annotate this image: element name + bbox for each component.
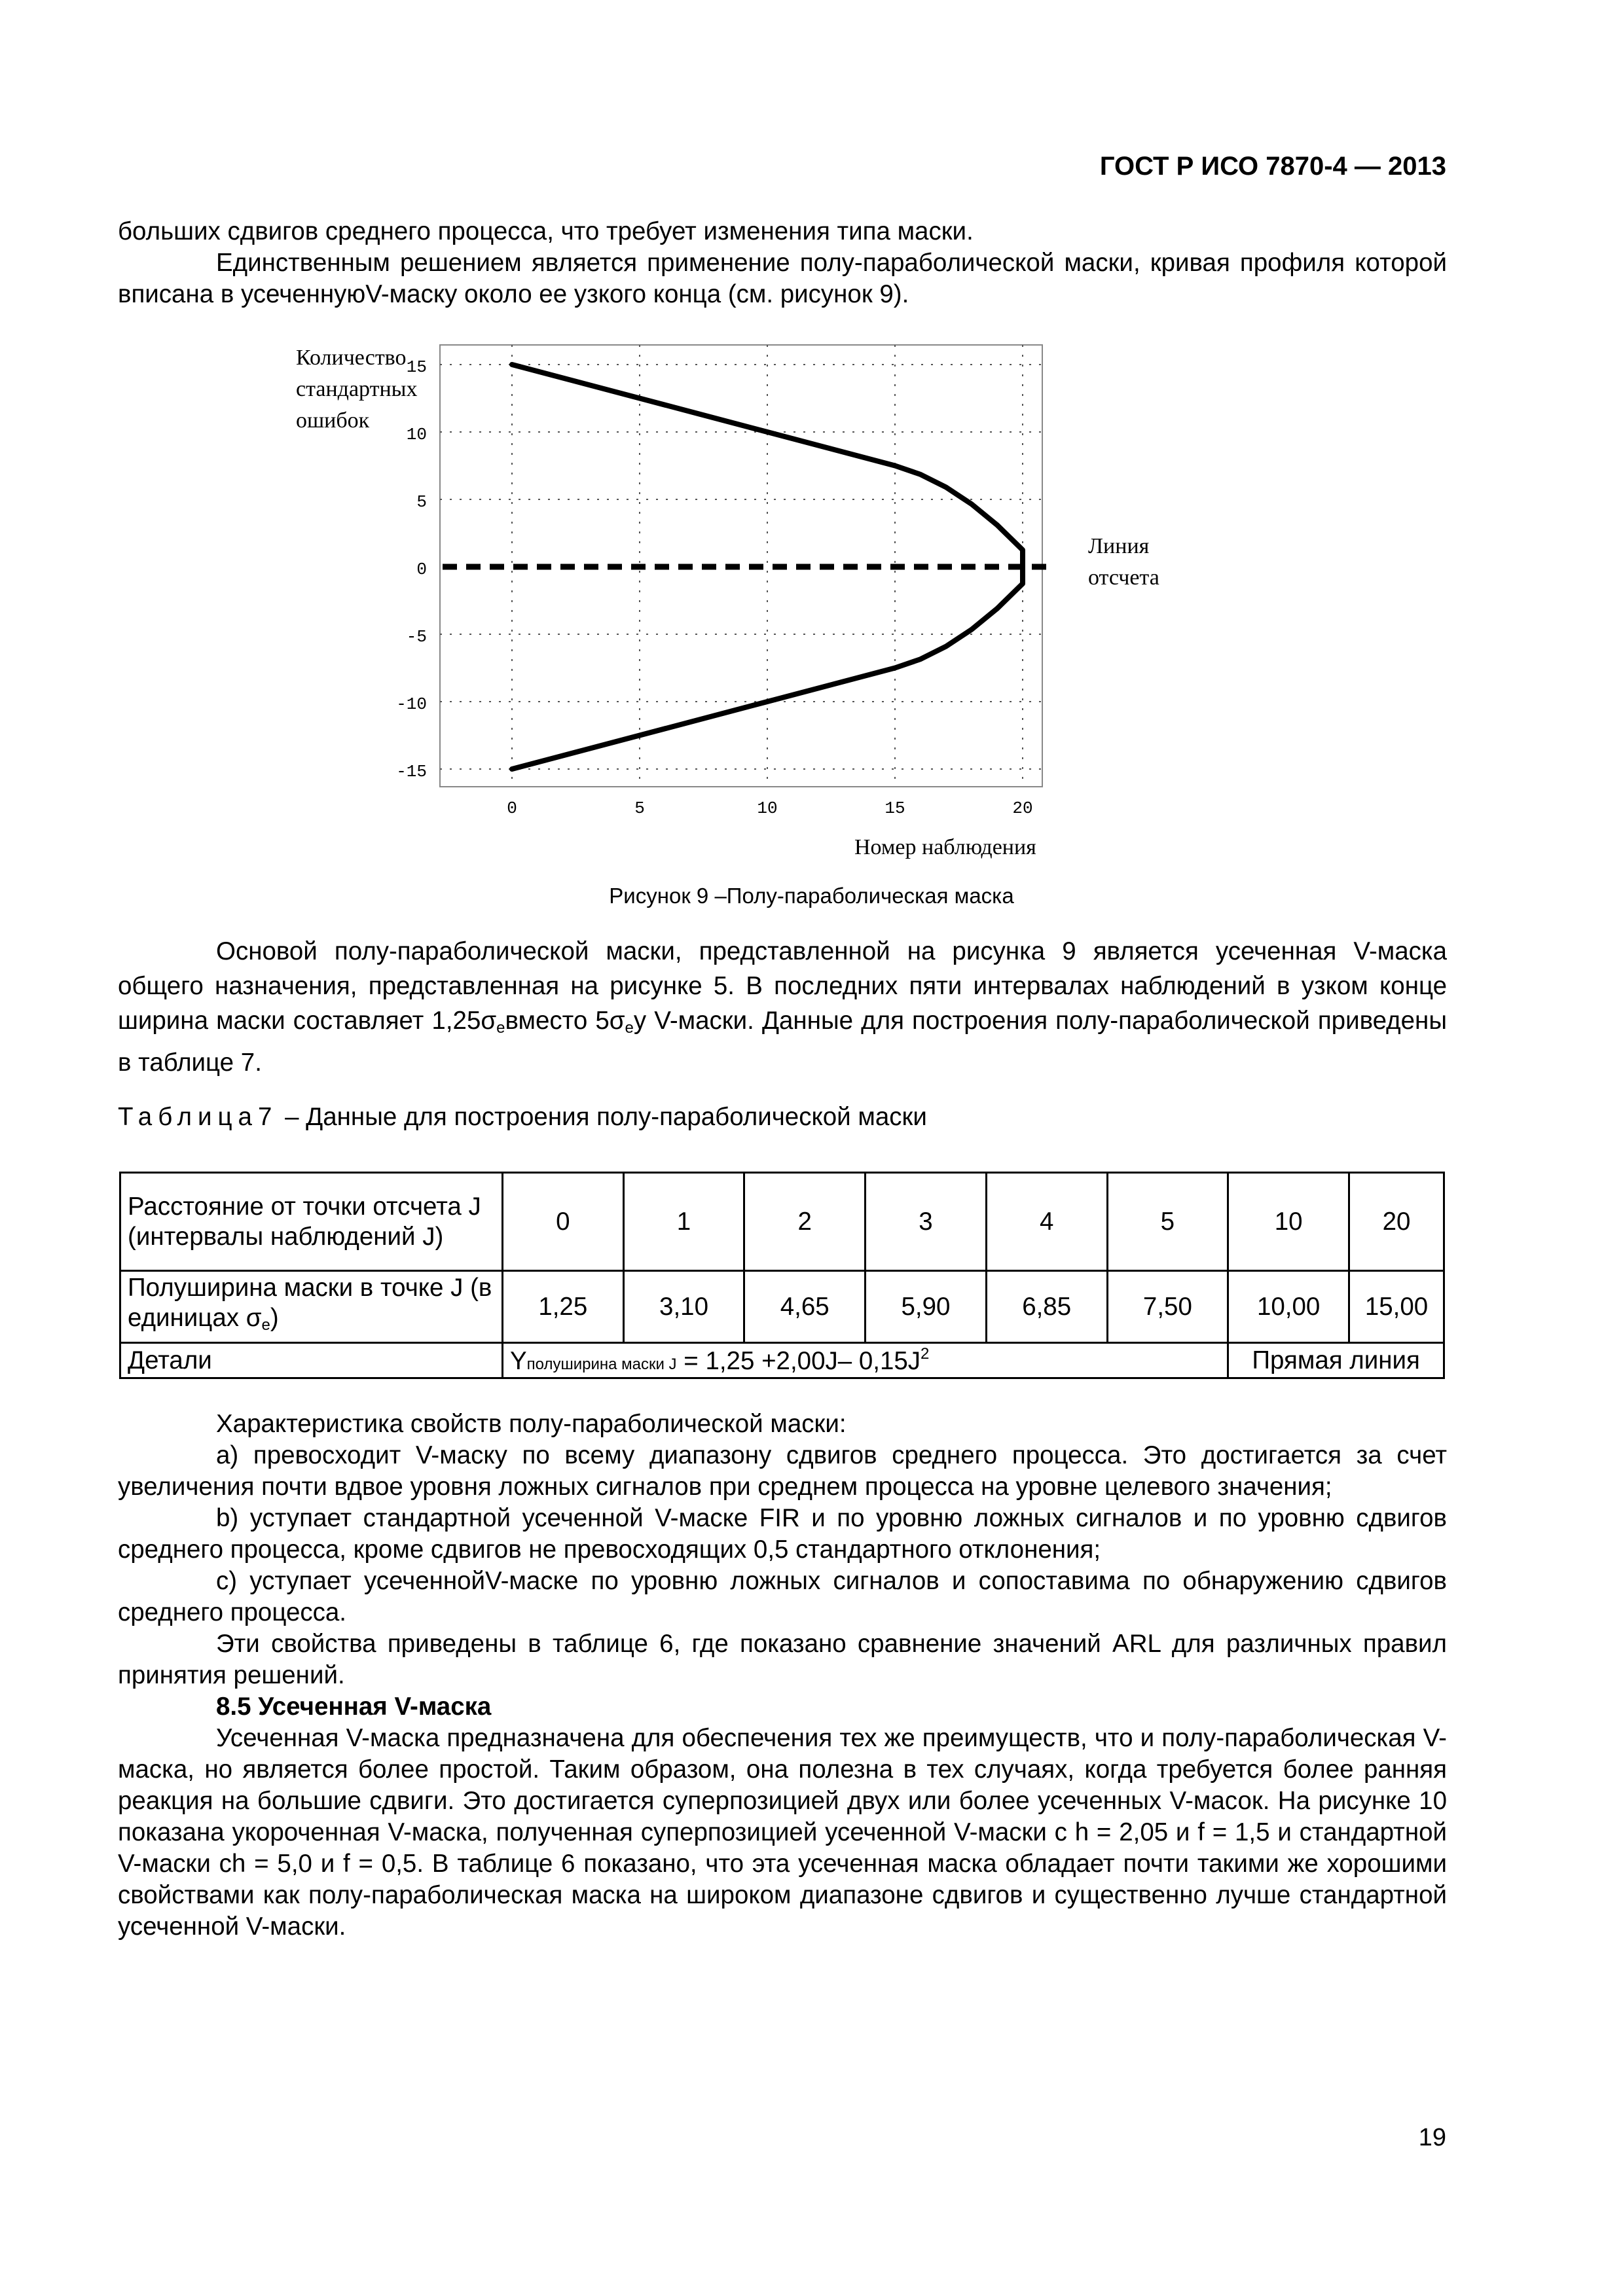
table-title-text: – Данные для построения полу-параболической маски [278,1103,927,1131]
intro-line: больших сдвигов среднего процесса, что требует изменения типа маски. [118,217,974,245]
props-intro: Характеристика свойств полу-параболической маски: [216,1410,847,1438]
row-head-halfwidth: Полуширина маски в точке J (в единицах $\sigma_e$) [120,1271,503,1343]
j-cell: 1 [623,1173,744,1271]
straight-line-cell: Прямая линия [1228,1343,1444,1378]
intro-paragraph: Единственным решением является применение полу-параболической маски, кривая профиля которой вписана в усеченнуюV-маску около ее узкого конца (см. рисунок 9). [118,249,1447,308]
j-cell: 5 [1107,1173,1228,1271]
j-cell: 0 [502,1173,623,1271]
row-head-details: Детали [120,1343,503,1378]
doc-code-header: ГОСТ Р ИСО 7870-4 — 2013 [1099,152,1446,181]
table-row-distance [120,1173,1444,1271]
section-paragraph: Усеченная V-маска предназначена для обеспечения тех же преимуществ, что и полу-параболическая V-маска, но является более простой. Таким образом, она полезна в тех случаях, когда требуется более ранняя реакция на большие сдвиги. Это достигается суперпозицией двух или более усеченных V-масок. На рисунке 10 показана укороченная V-маска, полученная суперпозицией усеченной V-маски с h = 2,05 и f = 1,5 и стандартной V-маски сh = 5,0 и f = 0,5. В таблице 6 показано, что эта усеченная маска обладает почти такими же хорошими свойствами как полу-параболическая маска на широком диапазоне сдвигов и существенно лучше стандартной усеченной V-маски. [118,1724,1447,1941]
body-paragraph-1 [118,934,1447,1080]
body1-part-b: вместо 5σ [505,1007,625,1035]
row-head-distance: Расстояние от точки отсчета J (интервалы наблюдений J) [120,1173,503,1271]
j-cell: 4 [986,1173,1107,1271]
y-axis-label-line2: стандартных [296,377,418,401]
halfwidth-cell: 6,85 [986,1271,1107,1343]
table-row-details [120,1343,1444,1378]
table-row-halfwidth [120,1271,1444,1343]
x-tick-label: 10 [757,798,778,818]
y-axis-label-line3: ошибок [296,408,370,433]
props-item-b: b) уступает стандартной усеченной V-маске FIR и по уровню ложных сигналов и по уровню сдвигов среднего процесса, кроме сдвигов не превосходящих 0,5 стандартного отклонения; [118,1504,1447,1564]
section-heading: 8.5 Усеченная V-маска [216,1693,492,1721]
reference-label-line2: отсчета [1088,565,1159,590]
halfwidth-cell: 5,90 [866,1271,987,1343]
intro-text [118,216,1447,310]
props-item-c: c) уступает усеченнойV-маске по уровню ложных сигналов и сопоставима по обнаружению сдвигов среднего процесса. [118,1567,1447,1626]
halfwidth-cell: 3,10 [623,1271,744,1343]
j-cell: 2 [744,1173,866,1271]
y-tick-label: -5 [406,627,427,647]
halfwidth-cell: 15,00 [1349,1271,1444,1343]
halfwidth-cell: 7,50 [1107,1271,1228,1343]
reference-label-line1: Линия [1088,534,1150,558]
y-tick-label: 0 [416,560,427,579]
y-tick-label: -15 [396,762,427,781]
formula-cell: Yполуширина маски J = 1,25 +2,00J– $0,15J^2$ [502,1343,1228,1378]
x-tick-label: 20 [1012,798,1033,818]
table-title [118,1103,927,1132]
sigma-subscript: e [496,1019,505,1037]
figure-9 [288,327,1205,870]
semi-parabolic-mask-chart [288,327,1205,870]
figure-caption: Рисунок 9 –Полу-параболическая маска [609,884,1014,908]
j-cell: 20 [1349,1173,1444,1271]
halfwidth-cell: 4,65 [744,1271,866,1343]
props-item-a: a) превосходит V-маску по всему диапазону сдвигов среднего процесса. Это достигается за счет увеличения почти вдвое уровня ложных сигналов при среднем процесса на уровне целевого значения; [118,1441,1447,1501]
body1-part-a: Основой полу-параболической маски, представленной на рисунка 9 является усеченная V-маска общего назначения, представленная на рисунке 5. В последних пяти интервалах наблюдений в узком конце ширина маски составляет 1,25σ [118,937,1447,1035]
j-cell: 3 [866,1173,987,1271]
body1-part-c: у V-маски. Данные для построения полу-параболической приведены в таблице 7. [118,1007,1447,1077]
x-tick-label: 15 [884,798,905,818]
y-tick-label: 10 [406,425,427,444]
table-title-prefix: Таблица7 [118,1103,278,1131]
page-number: 19 [1418,2124,1446,2151]
j-cell: 10 [1228,1173,1349,1271]
x-axis-label: Номер наблюдения [854,835,1036,859]
sigma-subscript: e [625,1019,634,1037]
properties-block [118,1408,1447,1943]
x-tick-label: 5 [634,798,645,818]
y-axis-label-line1: Количество [296,346,407,370]
table-7 [119,1172,1445,1379]
y-tick-label: 15 [406,357,427,377]
x-tick-label: 0 [507,798,517,818]
y-tick-label: -10 [396,694,427,714]
y-tick-label: 5 [416,492,427,512]
halfwidth-cell: 1,25 [502,1271,623,1343]
props-summary: Эти свойства приведены в таблице 6, где показано сравнение значений ARL для различных правил принятия решений. [118,1630,1447,1689]
halfwidth-cell: 10,00 [1228,1271,1349,1343]
